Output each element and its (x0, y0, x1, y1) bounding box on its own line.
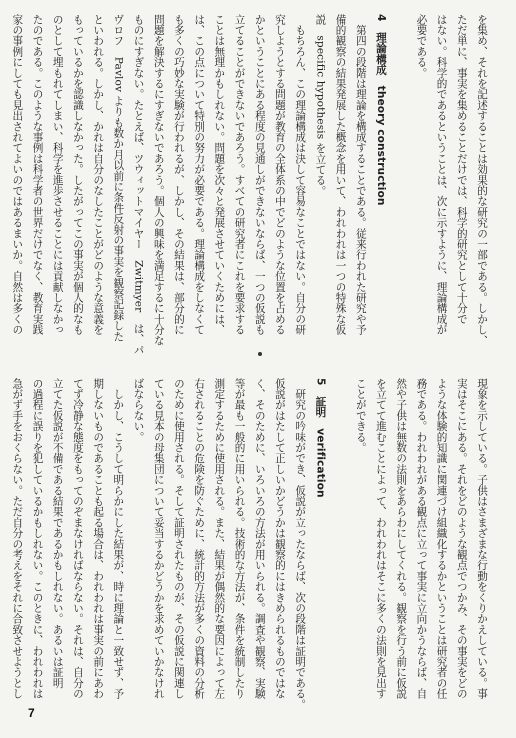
text-line: 急がず手をおくらない。ただ自分の考えをそれに合致させようとし (11, 378, 24, 699)
text-line: かということにある程度の見通しができないならば、一つの仮説も (253, 14, 266, 335)
text-line: もっているかを認識しなかった。したがってこの事実が個人的なも (71, 14, 84, 335)
text-line: く、そのために、いろいろの方法が用いられる。調査や観察、実験 (253, 378, 266, 699)
text-line: 期しないものであることも起る場合は、われわれは事実の前にあわ (92, 378, 105, 699)
text-line: 説 specific hypothesis を立てる。 (314, 14, 327, 197)
text-line: ただ単に、事実を集めることだけでは、科学的研究として十分で (455, 14, 468, 325)
text-line: はない。科学的であるということは、次に示すように、理論構成が (435, 14, 448, 335)
text-line: ような体験的知識に関連づけ組織化するかということは研究者の任 (435, 378, 448, 699)
text-line (330, 378, 350, 712)
text-line (391, 14, 411, 324)
text-line: 立てることができないであろう。すべての研究者にこれを要求する (233, 14, 246, 335)
page-number: 7 (28, 706, 35, 720)
text-line: 然や子供は無数の法則をあらわにしてくれる。観察を行う前に仮説 (395, 378, 408, 699)
section-divider-dot (258, 352, 262, 356)
text-block-upper (11, 14, 492, 356)
text-line: のために使用される。そして証明されたものが、その仮説に関連し (172, 378, 185, 699)
text-line: 測定するために使用される。また、結果が偶然的な要因によって左 (213, 378, 226, 699)
text-line: ことは無理かもしれない。問題を次々と発展させていくためには、 (213, 14, 226, 335)
text-line: ヴロフ Pavlov よりも数か月以前に条件反射の事実を観察記録した (112, 14, 125, 342)
text-line: てず冷静な態度をもってのぞまなければならない。それは、自分の (71, 378, 84, 699)
text-line: は、この点について特別の努力が必要である。理論構成をしなくて (193, 14, 206, 335)
text-line: たのである。このような事例は科学者の世界だけでなく、教育実践 (31, 14, 44, 335)
text-line: 務である。われわれがある観点に立って事実に立向かうならば、自 (415, 378, 428, 699)
text-line: もちろん、この理論構成は決して容易なことではない。自分の研 (294, 14, 307, 335)
text-line: 実はそこにある。それをどのような観点でつかみ、その事実をどの (455, 378, 468, 699)
text-line: 家の事例にしても見出されてよいのではあるまいか。自然は多くの (11, 14, 24, 335)
text-line: 立てた仮説が不備である結果であるかもしれない。あるいは証明 (51, 378, 64, 689)
text-line: ている見本の母集団について妥当するかどうかを求めていかなけれ (152, 378, 165, 699)
section-heading: 5 証明 verification (314, 378, 327, 498)
text-line: ばならない。 (132, 378, 145, 443)
text-line: 等が最も一般的に用いられる。技術的な方法が、条件を統制したり (233, 378, 246, 699)
text-line: ことができる。 (354, 378, 367, 453)
text-line: 仮説がはたして正しいかどうかは観察的にはきめられるものではな (273, 378, 286, 699)
text-line: を集め、それを記述することは効果的な研究の一部である。しかし、 (476, 14, 488, 346)
section-heading: 4 理論構成 theory construction (374, 14, 387, 206)
text-line: 必要である。 (415, 14, 428, 79)
text-line: を立てて進むことによって、われわれはそこに多くの法則を見出す (374, 378, 387, 699)
text-line: といわれる。しかし、かれは自分のなしたことがどのような意義を (92, 14, 105, 335)
text-line: のとして埋もれてしまい、科学を進歩させることには貢献しなかっ (51, 14, 64, 335)
text-line: ものにすぎない。たとえば、ツウィットマイヤー Zwitmyer は、パ (132, 14, 145, 356)
text-line: 現象を示している。子供はさまざまな行動をくりかえしている。事 (476, 378, 488, 699)
text-line: 問題を解決するにすぎないであろう。個人の興味を満足するに十分な (152, 14, 165, 346)
text-line: 究しようとする問題が教育の全体系の中でどのような位置を占める (273, 14, 286, 335)
text-block-lower (11, 378, 492, 712)
text-line: 右されることの危険を防ぐために、統計的方法が多くの資料の分析 (193, 378, 206, 699)
text-line: 第四の段階は理論を構成することである。従来行われた研究や予 (354, 14, 367, 335)
text-line: 備的観察の結果発展した概念を用いて、われわれは一つの特殊な仮 (334, 14, 347, 335)
text-line: も多くの巧妙な実験が行われるが、しかし、その結果は、部分的に (172, 14, 185, 335)
text-line: しかし、こうして明らかにした結果が、時に理論と一致せず、予 (112, 378, 125, 699)
text-line: 研究の吟味ができ、仮説が立ったならば、次の段階は証明である。 (294, 378, 307, 710)
text-line: の過程に誤りを犯しているかもしれない。このときに、われわれは (31, 378, 44, 699)
